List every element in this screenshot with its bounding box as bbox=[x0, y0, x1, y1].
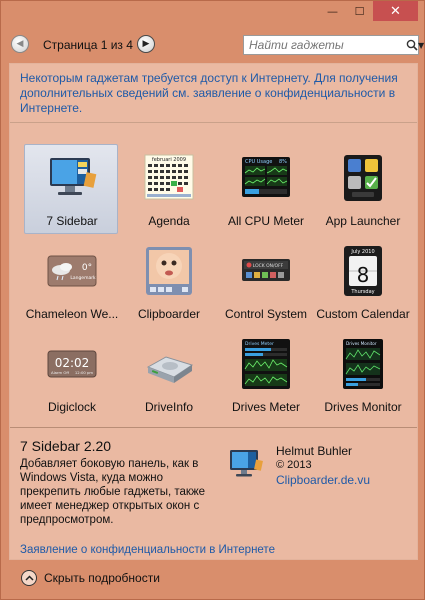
drives-monitor-icon bbox=[338, 339, 388, 389]
cpu-percent-text: 8% bbox=[279, 159, 287, 165]
gadget-tile-driveinfo[interactable] bbox=[121, 330, 215, 420]
details-title: 7 Sidebar 2.20 bbox=[20, 438, 112, 454]
close-button[interactable]: ✕ bbox=[373, 1, 418, 21]
gadget-label: Control System bbox=[224, 307, 308, 321]
search-icon[interactable] bbox=[406, 37, 418, 53]
divider bbox=[10, 122, 417, 123]
agenda-header-text: februari 2009 bbox=[151, 157, 187, 163]
search-input[interactable] bbox=[244, 36, 406, 54]
cpu-title-text: CPU Usage bbox=[245, 159, 273, 165]
chevron-up-icon bbox=[21, 570, 37, 586]
details-copyright: © 2013 bbox=[276, 459, 312, 471]
minimize-button[interactable]: — bbox=[327, 4, 338, 18]
privacy-statement-link[interactable]: Заявление о конфиденциальности в Интернете bbox=[20, 544, 275, 556]
gadget-label: DriveInfo bbox=[144, 400, 194, 414]
gadget-tile-control-system[interactable] bbox=[218, 237, 312, 327]
baby-photo-icon bbox=[144, 246, 194, 296]
calendar-weekday-text: Thursday bbox=[351, 289, 375, 295]
hide-details-label: Скрыть подробности bbox=[44, 571, 160, 585]
details-website-link[interactable]: Clipboarder.de.vu bbox=[276, 473, 371, 487]
gadget-label: App Launcher bbox=[325, 214, 401, 228]
gadget-tile-custom-calendar[interactable] bbox=[315, 237, 409, 327]
navigation-bar bbox=[1, 29, 425, 61]
gadget-tile-agenda[interactable] bbox=[121, 144, 215, 234]
calendar-day-text: 8 bbox=[356, 263, 370, 287]
gallery-panel bbox=[9, 63, 418, 560]
clock-sub-right-text: 12:00 pm bbox=[74, 370, 94, 375]
hard-drive-icon bbox=[144, 339, 194, 389]
details-author: Helmut Buhler bbox=[276, 444, 353, 458]
page-indicator: Страница 1 из 4 bbox=[43, 38, 133, 52]
digital-clock-icon bbox=[47, 339, 97, 389]
maximize-button[interactable]: ☐ bbox=[354, 4, 365, 18]
app-launcher-icon bbox=[338, 153, 388, 203]
gadget-label: Drives Meter bbox=[231, 400, 300, 414]
gadget-label: Clipboarder bbox=[137, 307, 201, 321]
window-controls bbox=[319, 1, 418, 21]
gadget-tile-app-launcher[interactable] bbox=[315, 144, 409, 234]
gadget-tile-drives-monitor[interactable] bbox=[315, 330, 409, 420]
monitor-icon bbox=[228, 446, 264, 482]
drives-monitor-title-text: Drives Monitor bbox=[346, 341, 377, 346]
clock-time-text: 02:02 bbox=[54, 356, 90, 370]
calendar-month-text: July 2010 bbox=[351, 249, 375, 255]
gadget-tile-drives-meter[interactable] bbox=[218, 330, 312, 420]
drives-meter-icon bbox=[241, 339, 291, 389]
gadget-label: Agenda bbox=[148, 214, 190, 228]
weather-temp-text: 0° bbox=[81, 263, 93, 273]
gadget-grid bbox=[18, 144, 413, 424]
footer-bar bbox=[1, 561, 425, 599]
weather-icon bbox=[47, 246, 97, 296]
gadget-tile-chameleon-weather[interactable] bbox=[24, 237, 118, 327]
gadget-tile-digiclock[interactable] bbox=[24, 330, 118, 420]
gadget-tile-7-sidebar[interactable] bbox=[24, 144, 118, 234]
gadget-tile-clipboarder[interactable] bbox=[121, 237, 215, 327]
gadget-label: 7 Sidebar bbox=[46, 214, 98, 228]
cpu-meter-icon bbox=[241, 153, 291, 203]
control-label-text: LOCK ON/OFF bbox=[252, 264, 284, 269]
gadget-label: Custom Calendar bbox=[316, 307, 410, 321]
gadget-label: All CPU Meter bbox=[227, 214, 304, 228]
gadget-label: Digiclock bbox=[47, 400, 96, 414]
monitor-icon bbox=[47, 153, 97, 203]
weather-place-text: Langemark bbox=[70, 276, 96, 281]
gadget-label: Drives Monitor bbox=[324, 400, 402, 414]
internet-access-notice[interactable]: Некоторым гаджетам требуется доступ к Интернету. Для получения дополнительных сведений см. заявление о конфиденциальности в Интернете. bbox=[20, 71, 398, 115]
search-box bbox=[243, 35, 425, 55]
details-description: Добавляет боковую панель, как в Windows Vista, куда можно прекрепить любые гаджеты, также имеет менеджер открытых окон с предпросмотром. bbox=[20, 458, 206, 526]
next-page-button[interactable]: ▶ bbox=[137, 35, 155, 53]
flip-calendar-icon bbox=[338, 246, 388, 296]
calendar-grid-icon bbox=[144, 153, 194, 203]
gadget-label: Chameleon We... bbox=[25, 307, 119, 321]
previous-page-button[interactable]: ◀ bbox=[11, 35, 29, 53]
clock-sub-left-text: Alarm Off bbox=[51, 370, 69, 375]
divider bbox=[10, 427, 417, 428]
hide-details-button[interactable] bbox=[21, 570, 160, 586]
search-dropdown-button[interactable]: ▼ bbox=[418, 40, 425, 50]
drives-meter-title-text: Drives Meter bbox=[245, 342, 274, 347]
control-system-icon bbox=[241, 246, 291, 296]
gadget-tile-all-cpu-meter[interactable] bbox=[218, 144, 312, 234]
